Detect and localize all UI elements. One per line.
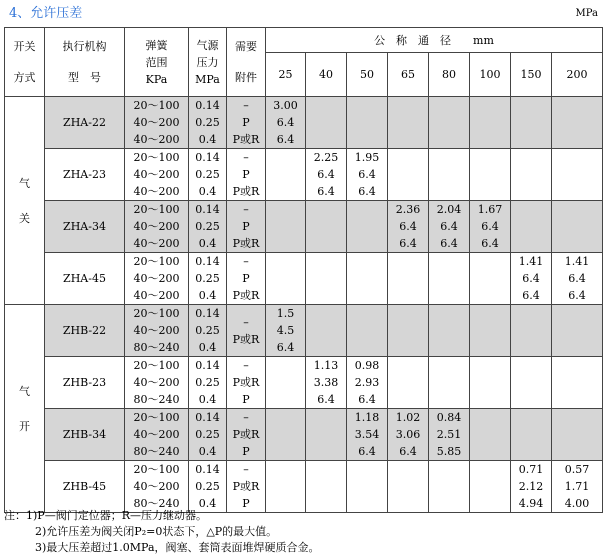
size-header: 50 bbox=[347, 53, 388, 97]
air-cell: 0.14 0.25 0.4 bbox=[189, 253, 227, 305]
need-cell: – P P或R bbox=[227, 97, 266, 149]
value-cell: 0.84 2.51 5.85 bbox=[429, 409, 470, 461]
value-cell: 1.18 3.54 6.4 bbox=[347, 409, 388, 461]
value-cell bbox=[347, 461, 388, 513]
spring-cell: 20～100 40～200 40～200 bbox=[125, 253, 189, 305]
table-body bbox=[5, 97, 603, 513]
spring-cell: 20～100 40～200 80～240 bbox=[125, 461, 189, 513]
model-cell: ZHB-34 bbox=[45, 409, 125, 461]
spring-cell: 20～100 40～200 40～200 bbox=[125, 97, 189, 149]
header-spring: 弹簧 范围 KPa bbox=[125, 28, 189, 97]
header-switch: 开关 方式 bbox=[5, 28, 45, 97]
value-cell bbox=[347, 201, 388, 253]
value-cell bbox=[429, 305, 470, 357]
value-cell bbox=[266, 253, 306, 305]
table-row bbox=[5, 357, 603, 409]
table-row bbox=[5, 305, 603, 357]
value-cell bbox=[266, 149, 306, 201]
value-cell bbox=[347, 97, 388, 149]
value-cell bbox=[429, 253, 470, 305]
value-cell: 1.02 3.06 6.4 bbox=[388, 409, 429, 461]
value-cell bbox=[429, 149, 470, 201]
value-cell bbox=[552, 97, 603, 149]
unit-label: MPa bbox=[575, 8, 598, 19]
table-row bbox=[5, 461, 603, 513]
note: 2)允许压差为阀关闭P₂=0状态下，△P的最大值。 bbox=[35, 525, 278, 538]
value-cell: 1.95 6.4 6.4 bbox=[347, 149, 388, 201]
value-cell: 1.41 6.4 6.4 bbox=[511, 253, 552, 305]
value-cell bbox=[266, 357, 306, 409]
value-cell bbox=[511, 305, 552, 357]
value-cell bbox=[306, 201, 347, 253]
value-cell: 1.67 6.4 6.4 bbox=[470, 201, 511, 253]
value-cell: 1.13 3.38 6.4 bbox=[306, 357, 347, 409]
value-cell bbox=[429, 461, 470, 513]
air-cell: 0.14 0.25 0.4 bbox=[189, 149, 227, 201]
model-cell: ZHB-22 bbox=[45, 305, 125, 357]
air-cell: 0.14 0.25 0.4 bbox=[189, 305, 227, 357]
value-cell bbox=[429, 357, 470, 409]
value-cell bbox=[266, 201, 306, 253]
air-cell: 0.14 0.25 0.4 bbox=[189, 461, 227, 513]
value-cell bbox=[470, 97, 511, 149]
table-row bbox=[5, 97, 603, 149]
value-cell bbox=[347, 305, 388, 357]
table-row bbox=[5, 149, 603, 201]
value-cell bbox=[470, 305, 511, 357]
spring-cell: 20～100 40～200 40～200 bbox=[125, 201, 189, 253]
section-title: 4、允许压差 bbox=[9, 6, 83, 21]
header-air: 气源 压力 MPa bbox=[189, 28, 227, 97]
value-cell bbox=[552, 305, 603, 357]
need-cell: – P或R bbox=[227, 305, 266, 357]
header-actuator: 执行机构 型 号 bbox=[45, 28, 125, 97]
value-cell: 0.57 1.71 4.00 bbox=[552, 461, 603, 513]
size-header: 150 bbox=[511, 53, 552, 97]
model-cell: ZHB-23 bbox=[45, 357, 125, 409]
value-cell bbox=[552, 149, 603, 201]
value-cell bbox=[306, 305, 347, 357]
value-cell: 2.36 6.4 6.4 bbox=[388, 201, 429, 253]
need-cell: – P P或R bbox=[227, 253, 266, 305]
value-cell bbox=[470, 357, 511, 409]
need-cell: – P或R P bbox=[227, 357, 266, 409]
spring-cell: 20～100 40～200 80～240 bbox=[125, 357, 189, 409]
group-label: 气 开 bbox=[5, 305, 45, 513]
table-row bbox=[5, 201, 603, 253]
value-cell bbox=[511, 409, 552, 461]
header-need: 需要 附件 bbox=[227, 28, 266, 97]
value-cell: 0.98 2.93 6.4 bbox=[347, 357, 388, 409]
notes bbox=[4, 508, 320, 556]
value-cell: 2.04 6.4 6.4 bbox=[429, 201, 470, 253]
size-header: 200 bbox=[552, 53, 603, 97]
value-cell bbox=[306, 97, 347, 149]
size-header: 25 bbox=[266, 53, 306, 97]
value-cell: 0.71 2.12 4.94 bbox=[511, 461, 552, 513]
value-cell bbox=[552, 201, 603, 253]
value-cell bbox=[306, 461, 347, 513]
value-cell bbox=[429, 97, 470, 149]
spring-cell: 20～100 40～200 80～240 bbox=[125, 409, 189, 461]
value-cell bbox=[470, 461, 511, 513]
need-cell: – P P或R bbox=[227, 149, 266, 201]
group-label: 气 关 bbox=[5, 97, 45, 305]
value-cell: 1.5 4.5 6.4 bbox=[266, 305, 306, 357]
value-cell bbox=[266, 409, 306, 461]
value-cell bbox=[470, 409, 511, 461]
value-cell: 3.00 6.4 6.4 bbox=[266, 97, 306, 149]
model-cell: ZHA-45 bbox=[45, 253, 125, 305]
air-cell: 0.14 0.25 0.4 bbox=[189, 409, 227, 461]
need-cell: – P P或R bbox=[227, 201, 266, 253]
spring-cell: 20～100 40～200 40～200 bbox=[125, 149, 189, 201]
value-cell: 2.25 6.4 6.4 bbox=[306, 149, 347, 201]
value-cell: 1.41 6.4 6.4 bbox=[552, 253, 603, 305]
air-cell: 0.14 0.25 0.4 bbox=[189, 97, 227, 149]
header-nominal: 公 称 通 径 mm bbox=[266, 28, 603, 53]
value-cell bbox=[388, 357, 429, 409]
value-cell bbox=[552, 357, 603, 409]
model-cell: ZHA-34 bbox=[45, 201, 125, 253]
value-cell bbox=[266, 461, 306, 513]
value-cell bbox=[388, 461, 429, 513]
value-cell bbox=[511, 149, 552, 201]
value-cell bbox=[388, 97, 429, 149]
table-row bbox=[5, 253, 603, 305]
size-header: 40 bbox=[306, 53, 347, 97]
value-cell bbox=[347, 253, 388, 305]
value-cell bbox=[388, 253, 429, 305]
size-header: 65 bbox=[388, 53, 429, 97]
value-cell bbox=[388, 149, 429, 201]
note: 3)最大压差超过1.0MPa，阀塞、套筒表面堆焊硬质合金。 bbox=[35, 541, 320, 554]
pressure-table bbox=[4, 27, 603, 513]
value-cell bbox=[470, 253, 511, 305]
value-cell bbox=[552, 409, 603, 461]
table-row bbox=[5, 409, 603, 461]
value-cell bbox=[511, 201, 552, 253]
model-cell: ZHA-22 bbox=[45, 97, 125, 149]
value-cell bbox=[470, 149, 511, 201]
value-cell bbox=[511, 357, 552, 409]
value-cell bbox=[306, 409, 347, 461]
size-header: 80 bbox=[429, 53, 470, 97]
spring-cell: 20～100 40～200 80～240 bbox=[125, 305, 189, 357]
model-cell: ZHA-23 bbox=[45, 149, 125, 201]
air-cell: 0.14 0.25 0.4 bbox=[189, 201, 227, 253]
need-cell: – P或R P bbox=[227, 409, 266, 461]
value-cell bbox=[388, 305, 429, 357]
size-header: 100 bbox=[470, 53, 511, 97]
value-cell bbox=[511, 97, 552, 149]
need-cell: – P或R P bbox=[227, 461, 266, 513]
note: 注：1)P—阀门定位器；R—压力继动器。 bbox=[4, 509, 207, 522]
model-cell: ZHB-45 bbox=[45, 461, 125, 513]
air-cell: 0.14 0.25 0.4 bbox=[189, 357, 227, 409]
value-cell bbox=[306, 253, 347, 305]
